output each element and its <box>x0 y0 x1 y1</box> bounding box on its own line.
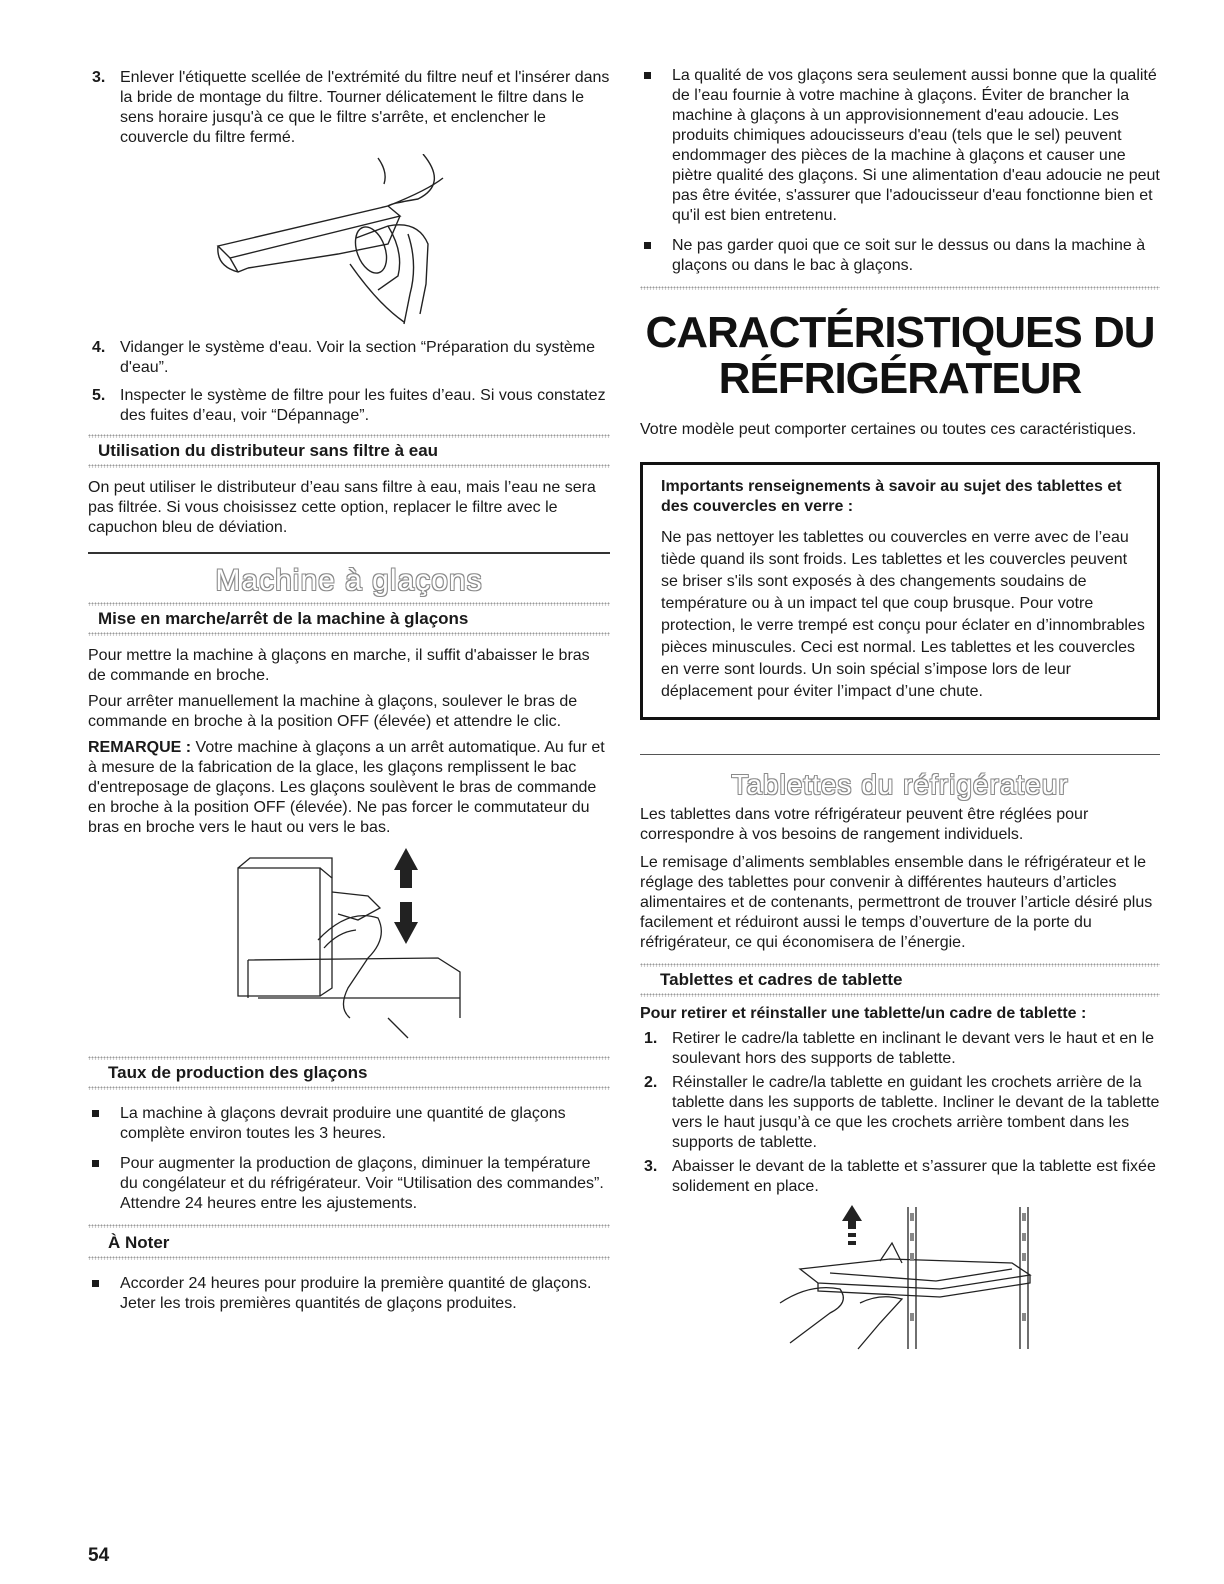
bullet-square <box>92 1280 99 1287</box>
dotted-rule <box>640 993 1160 997</box>
dotted-rule <box>88 602 610 606</box>
bullet-item: La qualité de vos glaçons sera seulement aussi bonne que la qualité de l’eau fournie à votre machine à glaçons. Éviter de brancher la machine à glaçons à un approvisionnement d'eau adoucie. Les produits chimiques adoucisseurs d'eau (tels que le sel) peuvent endommager des pièces de la machine à glaçons et causer une piètre qualité des glaçons. Si une alimentation d'eau adoucie ne peut pas être évitée, s'assurer que l'adoucisseur d'eau fonctionne bien et qu'il est bien entretenu. <box>640 66 1160 226</box>
step-number: 2. <box>644 1074 658 1091</box>
dotted-rule <box>88 1224 610 1228</box>
section-heading-cadres: Tablettes et cadres de tablette <box>660 970 903 989</box>
bullet-square <box>92 1110 99 1117</box>
bullet-square <box>644 242 651 249</box>
paragraph-sans-filtre: On peut utiliser le distributeur d’eau sans filtre à eau, mais l’eau ne sera pas filtrée. Si vous choisissez cette option, replacer le filtre avec le capuchon bleu de déviation. <box>88 479 596 536</box>
dotted-rule <box>88 1256 610 1260</box>
dotted-rule <box>88 1056 610 1060</box>
dotted-rule <box>88 434 610 438</box>
page-title-line-1: CARACTÉRISTIQUES DU <box>645 308 1155 357</box>
bullet-square <box>92 1160 99 1167</box>
step-text: Enlever l'étiquette scellée de l'extrémité du filtre neuf et l'insérer dans la bride de montage du filtre. Tourner délicatement le filtre dans le sens horaire jusqu'à ce que le filtre s'arrête, et enclencher le couvercle du filtre fermé. <box>120 69 610 146</box>
step-number: 3. <box>92 69 106 86</box>
step-number: 5. <box>92 387 106 404</box>
important-notice-box <box>640 462 1160 720</box>
section-heading-a-noter: À Noter <box>108 1233 170 1252</box>
page-number: 54 <box>88 1545 110 1566</box>
dotted-rule <box>640 286 1160 290</box>
filter-install-illustration <box>88 154 610 332</box>
page-title <box>640 310 1160 402</box>
step-text: Vidanger le système d'eau. Voir la section “Préparation du système d'eau”. <box>120 339 596 376</box>
dotted-rule <box>88 632 610 636</box>
section-title-tablettes: Tablettes du réfrigérateur <box>731 769 1069 800</box>
paragraph-marche: Pour mettre la machine à glaçons en marche, il suffit d'abaisser le bras de commande en broche. <box>88 647 590 684</box>
bullet-item: La machine à glaçons devrait produire une quantité de glaçons complète environ toutes les 3 heures. <box>88 1104 610 1144</box>
step-text: Réinstaller le cadre/la tablette en guidant les crochets arrière de la tablette dans les supports de tablette. Incliner le devant de la tablette vers le haut jusqu’à ce que les crochets arrière tombent dans les supports de tablette. <box>672 1074 1160 1151</box>
ice-maker-illustration <box>88 848 610 1048</box>
dotted-rule <box>640 963 1160 967</box>
filter-step-3 <box>88 68 610 148</box>
section-divider <box>88 552 610 554</box>
right-column <box>640 0 1160 1351</box>
bullet-item: Pour augmenter la production de glaçons, diminuer la température du congélateur et du réfrigérateur. Voir “Utilisation des commandes”. Attendre 24 heures entre les ajustements. <box>88 1154 610 1214</box>
section-heading-sans-filtre: Utilisation du distributeur sans filtre à eau <box>98 441 439 460</box>
paragraph-tablettes-1: Les tablettes dans votre réfrigérateur peuvent être réglées pour correspondre à vos besoins de rangement individuels. <box>640 806 1089 843</box>
step-text: Retirer le cadre/la tablette en inclinant le devant vers le haut et en le soulevant hors des supports de tablette. <box>672 1030 1155 1067</box>
notice-heading: Importants renseignements à savoir au sujet des tablettes et des couvercles en verre : <box>661 478 1122 515</box>
left-column <box>88 0 610 1324</box>
paragraph-remarque <box>88 738 610 838</box>
intro-paragraph: Votre modèle peut comporter certaines ou toutes ces caractéristiques. <box>640 421 1137 438</box>
section-heading-marche-arret: Mise en marche/arrêt de la machine à glaçons <box>98 609 469 628</box>
dotted-rule <box>88 464 610 468</box>
step-text: Abaisser le devant de la tablette et s’assurer que la tablette est fixée solidement en place. <box>672 1158 1156 1195</box>
shelf-step-3 <box>640 1157 1160 1197</box>
bullet-item: Accorder 24 heures pour produire la première quantité de glaçons. Jeter les trois premières quantités de glaçons produites. <box>88 1274 610 1314</box>
step-text: Inspecter le système de filtre pour les fuites d’eau. Si vous constatez des fuites d’eau, voir “Dépannage”. <box>120 387 606 424</box>
step-number: 1. <box>644 1030 658 1047</box>
paragraph-tablettes-2: Le remisage d’aliments semblables ensemble dans le réfrigérateur et le réglage des tablettes pour convenir à différentes hauteurs d’articles alimentaires et de contenants, permettront de trouver l’article désiré plus facilement et réduiront aussi le temps d’ouverture de la porte du réfrigérateur, ce qui économisera de l’énergie. <box>640 854 1153 951</box>
step-number: 4. <box>92 339 106 356</box>
filter-step-5 <box>88 386 610 426</box>
subheading-retirer: Pour retirer et réinstaller une tablette/un cadre de tablette : <box>640 1005 1087 1022</box>
page-title-line-2: RÉFRIGÉRATEUR <box>718 354 1082 403</box>
shelf-step-1 <box>640 1029 1160 1069</box>
bullet-item: Ne pas garder quoi que ce soit sur le dessus ou dans la machine à glaçons ou dans le bac à glaçons. <box>640 236 1160 276</box>
bullet-square <box>644 72 651 79</box>
shelf-step-2 <box>640 1073 1160 1153</box>
remarque-label: REMARQUE : <box>88 739 192 756</box>
shelf-removal-illustration <box>640 1203 1160 1351</box>
filter-step-4 <box>88 338 610 378</box>
step-number: 3. <box>644 1158 658 1175</box>
dotted-rule <box>88 1086 610 1090</box>
notice-text: Ne pas nettoyer les tablettes ou couvercles en verre avec de l’eau tiède quand ils sont froids. Les tablettes et les couvercles peuvent se briser s'ils sont exposés à des changements soudains de température ou à un impact tel que coup brusque. Pour votre protection, le verre trempé est conçu pour éclater en d’innombrables pièces minuscules. Ceci est normal. Les tablettes et les couvercles en verre sont lourds. Un soin spécial s’impose lors de leur déplacement pour éviter l’impact d’une chute. <box>661 529 1145 700</box>
section-heading-taux: Taux de production des glaçons <box>108 1063 368 1082</box>
remarque-text: Votre machine à glaçons a un arrêt automatique. Au fur et à mesure de la fabrication de la glace, les glaçons remplissent le bac d'entreposage de glaçons. Les glaçons soulèvent le bras de commande en broche à la position OFF (élevée). Ne pas forcer le commutateur du bras en broche vers le haut ou vers le bas. <box>88 739 605 836</box>
section-title-machine-glacons: Machine à glaçons <box>215 564 483 597</box>
section-divider <box>640 754 1160 755</box>
paragraph-arret: Pour arrêter manuellement la machine à glaçons, soulever le bras de commande en broche à la position OFF (élevée) et attendre le clic. <box>88 693 578 730</box>
